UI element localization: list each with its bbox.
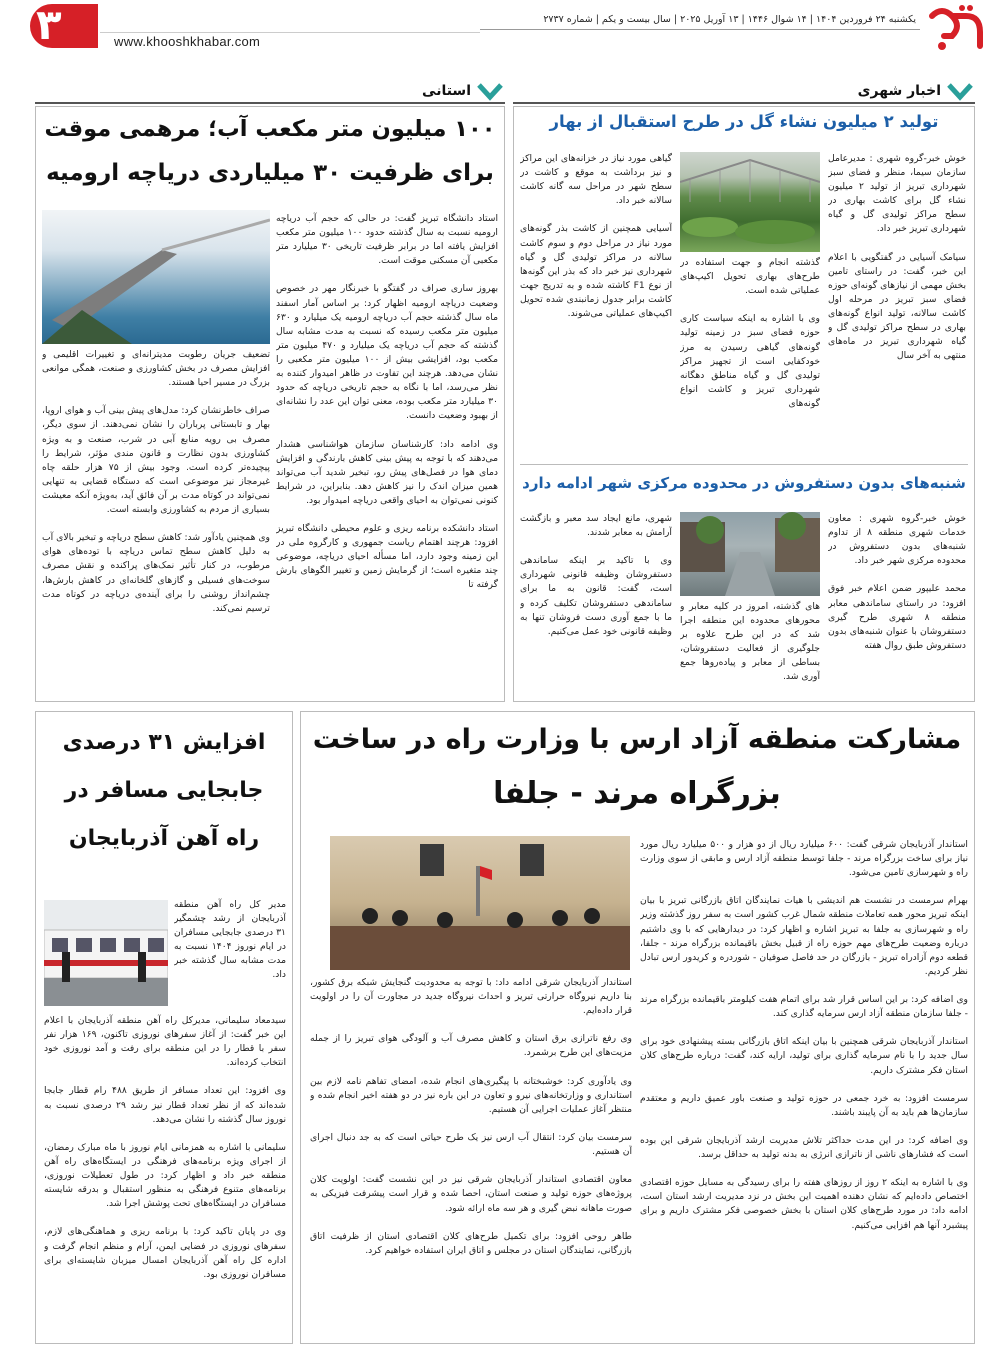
logo-mark — [922, 2, 994, 58]
divider — [520, 464, 968, 465]
meeting-photo — [330, 836, 630, 970]
article-body: خوش خبر-گروه شهری : معاون خدمات شهری منطقه ۸ از تداوم شنبه‌های بدون دستفروش در محدوده مرکزی شهر خبر داد. محمد علیپور ضمن اعلام خبر فوق افزود: در راستای ساماندهی معابر منطقه ۸ شهری طرح گیری دستفروشان با عنوان شنبه‌های بدون دستفروش طبق روال هفته — [828, 513, 966, 651]
article-intro: مدیر کل راه آهن منطقه آذربایجان از رشد چشمگیر ۳۱ درصدی جابجایی مسافران در ایام نوروز ۱۴۰۴ نسبت به مدت مشابه سال گذشته خبر داد. — [174, 899, 286, 981]
title-text: افزایش ۳۱ درصدی — [62, 730, 266, 755]
article-title — [40, 730, 288, 755]
article-body: استاندار آذربایجان شرقی ادامه داد: با توجه به محدودیت گنجایش شبکه برق کشور، بنا داریم نیروگاه حرارتی تبریز و احداث نیروگاه جدید در مجاورت آن را در اولویت قرار داده‌ایم. وی رفع ناترازی برق استان و کاهش مصرف آب و آلودگی هوای تبریز را از جمله مزیت‌های این طرح برشمرد. وی یادآوری کرد: خوشبختانه با پیگیری‌های انجام شده، امضای تفاهم نامه لازم بین استانداری و وزارتخانه‌های نیرو و تعاون در این باره نیز در دو هفته اخیر انجام شده و منتظر آغاز عملیات اجرایی آن هستیم. سرمست بیان کرد: انتقال آب ارس نیز یک طرح حیاتی است که به جد دنبال اجرای آن هستیم. معاون اقتصادی استاندار آذربایجان شرقی نیز در این نشست گفت: اولویت کلان پروژه‌های حوزه تولید و صنعت استان، احصا شده و قرار است پیشرفت فیزیکی به صورت ماهانه نبض گیری و هر سه ماه ارائه شود. طاهر روحی افزود: برای تکمیل طرح‌های کلان اقتصادی استان از ظرفیت اتاق بازرگانی، نمایندگان استان در مجلس و اتاق ایران استفاده خواهیم کرد. — [310, 977, 632, 1256]
chevron-down-icon — [477, 83, 503, 101]
title-text: مشارکت منطقه آزاد ارس با وزارت راه در ساخت — [312, 724, 962, 755]
article-body: گیاهی مورد نیاز در خزانه‌های این مراکز و نیز برداشت به موقع و کاشت در سطح شهر در مراحل سه گانه کاشت سالانه خبر داد. آسیایی همچنین از کاشت بذر گونه‌های مورد نیاز در مراحل دوم و سوم کاشت سالانه در مراکز تولیدی گل و گیاه شهرداری نیز خبر داد که بذر این گونه‌ها از نوع F1 کاشته شده و به تدریج جهت کاشت برابر جدول زمانبندی شده تحویل اکیپ‌های عملیاتی می‌شوند. — [520, 153, 672, 320]
greenhouse-photo — [680, 152, 820, 252]
title-text: تولید ۲ میلیون نشاء گل در طرح استقبال از بهار — [549, 112, 939, 131]
website-bar — [100, 32, 480, 52]
lake-aerial-photo — [42, 210, 270, 344]
article-body: تضعیف جریان رطوبت مدیترانه‌ای و تغییرات اقلیمی و افزایش مصرف در بخش کشاورزی و صنعت، همگی موانعی بزرگ در مسیر احیا هستند. صراف خاطرنشان کرد: مدل‌های پیش بینی آب و هوای اروپا، بهار و تابستانی پرباران را نشان نمی‌دهند. از سوی دیگر، مصرف بی رویه منابع آبی در شرب، صنعت و به ویژه کشاورزی بدون نظارت و قانون مندی مؤثر، شرایط را پیچیده‌تر کرده است. وجود بیش از ۷۵ هزار حلقه چاه غیرمجاز نیز موضوعی است که دستگاه قضایی به تنهایی نمی‌تواند در کوتاه مدت بر آن فائق آید، به‌ویژه آنکه معیشت بسیاری از مردم به کشاورزی وابسته است. وی همچنین یادآور شد: کاهش سطح دریاچه و تبخیر بالای آب به دلیل کاهش سطح تماس دریاچه با توده‌های هوای مرطوب، در کنار تأثیر نمک‌های پراکنده و نقش مصرف سوخت‌های فسیلی و گازهای گلخانه‌ای در کاهش بارش‌ها، چشم‌انداز روشنی را برای آینده‌ی دریاچه در کوتاه مدت ترسیم نمی‌کند. — [42, 349, 270, 614]
article-title — [306, 724, 968, 755]
dateline: یکشنبه ۲۴ فروردین ۱۴۰۴ | ۱۴ شوال ۱۴۴۶ | ۱۳ آوریل ۲۰۲۵ | سال بیست و یکم | شماره ۲۷۳۷ — [543, 14, 916, 25]
article-title — [40, 778, 288, 803]
title-text: بزرگراه مرند - جلفا — [493, 776, 781, 811]
website[interactable]: www.khooshkhabar.com — [114, 34, 261, 49]
title-text: راه آهن آذربایجان — [68, 826, 260, 851]
title-text: برای ظرفیت ۳۰ میلیاردی دریاچه ارومیه — [46, 160, 494, 186]
article-body: های گذشته، امروز در کلیه معابر و محورهای محدوده این منطقه اجرا شد که در این طرح علاوه بر جلوگیری از فعالیت دستفروشان، بساطی از معابر و پیاده‌روها جمع آوری شد. — [680, 601, 820, 683]
section-label: استانی — [422, 83, 471, 99]
article-body: سیدمعاد سلیمانی، مدیرکل راه آهن منطقه آذربایجان با اعلام این خبر گفت: از آغاز سفرهای نوروزی تاکنون، ۱۶۹ هزار نفر سفر با قطار را در این منطقه برای رفت و آمد نوروزی خود انتخاب کرده‌اند. وی افزود: این تعداد مسافر از طریق ۴۸۸ رام قطار جابجا شده‌اند که از نظر تعداد قطار نیز رشد ۲۹ درصدی نسبت به نوروز سال گذشته را نشان می‌دهد. سلیمانی با اشاره به همزمانی ایام نوروز با ماه مبارک رمضان، از اجرای ویژه برنامه‌های فرهنگی در ایستگاه‌های راه آهن منطقه خبر داد و اظهار کرد: در طول تعطیلات نوروزی، برنامه‌های متنوع فرهنگی به منظور استقبال و بدرقه شایسته مسافران در ایستگاه‌های تحت پوشش اجرا شد. وی در پایان تاکید کرد: با برنامه ریزی و هماهنگی‌های لازم، سفرهای نوروزی در فضایی ایمن، آرام و منظم انجام گرفت و اداره کل راه آهن آذربایجان امسال میزبان شایسته‌ای برای مسافران نوروزی بود. — [44, 1015, 286, 1280]
article-title — [40, 160, 500, 186]
chevron-down-icon — [947, 83, 973, 101]
article-title — [520, 474, 968, 492]
article-body: خوش خبر-گروه شهری : مدیرعامل سازمان سیما، منظر و فضای سبز شهرداری تبریز از تولید ۲ میلیون نشاء گل برای کاشت بهاری در سطح مراکز تولیدی گل و گیاه شهرداری تبریز خبر داد. سیامک آسیایی در گفتگویی با اعلام این خبر، گفت: در راستای تامین بخش مهمی از نیازهای گونه‌ای حوزه فضای سبز تبریز در مرحله اول کاشت سالانه، تولید انواع گونه‌های بهاری در سطح مراکز تولیدی گل و گیاه شهرداری تبریز در ماه‌های منتهی به آخر سال — [828, 153, 966, 362]
logo — [922, 2, 994, 58]
article-title — [40, 116, 500, 142]
title-text: شنبه‌های بدون دستفروش در محدوده مرکزی شهر ادامه دارد — [522, 474, 966, 492]
train-photo — [44, 900, 168, 1006]
page-number: ۳ — [36, 0, 62, 49]
article-body: استاد دانشگاه تبریز گفت: در حالی که حجم آب دریاچه ارومیه نسبت به سال گذشته حدود ۱۰۰ میلیون متر مکعب افزایش یافته اما در برابر ظرفیت تاریخی ۳۰ میلیارد متر مکعبی آن مسکنی موقت است. بهروز ساری صراف در گفتگو با خبرنگار مهر در خصوص وضعیت دریاچه ارومیه اظهار کرد: بر اساس آمار اسفند ماه سال گذشته حجم آب دریاچه ارومیه یک میلیارد و ۶۳۰ میلیون متر مکعب رسیده که نسبت به مدت مشابه سال گذشته که حجم آب دریاچه یک میلیارد و ۴۷۰ میلیون متر مکعب بود، افزایشی بیش از ۱۰۰ میلیون متر مکعبی را نشان می‌دهد. هرچند این تفاوت در ظاهر امیدوار کننده به نظر می‌رسد، اما با نگاه به حجم تاریخی دریاچه که حدود ۳۰ میلیارد متر مکعب بوده، معنی توان این عدد را نشانه‌ای از بهبود وضعیت دانست. وی ادامه داد: کارشناسان سازمان هواشناسی هشدار می‌دهند که با توجه به پیش بینی کاهش بارندگی و افزایش دمای هوا در فصل‌های پیش رو، تبخیر شدید آب می‌تواند همین میزان اندک را نیز کاهش دهد. بنابراین، در شرایط کنونی نمی‌توان به احیای واقعی دریاچه امیدوار بود. استاد دانشکده برنامه ریزی و علوم محیطی دانشگاه تبریز افزود: هرچند اهتمام ریاست جمهوری و کارگروه ملی در این زمینه وجود دارد، اما مسأله احیای دریاچه، موضوعی چند متغیره است؛ از گرمایش زمین و تغییر الگوهای بارش گرفته تا — [276, 213, 498, 591]
page-number-badge — [30, 0, 98, 49]
article-body: استاندار آذربایجان شرقی گفت: ۶۰۰ میلیارد ریال از دو هزار و ۵۰۰ میلیارد ریال مورد نیاز برای ساخت بزرگراه مرند - جلفا توسط منطقه آزاد ارس و مابقی از سوی وزارت راه و شهرسازی تامین می‌شود. بهرام سرمست در نشست هم اندیشی با هیات نمایندگان اتاق بازرگانی تبریز با بیان اینکه تبریز محور همه تعاملات منطقه شمال غرب کشور است به سفر روز گذشته وزیر راه و شهرسازی به جلفا به تبریز اشاره و اظهار کرد: در دیدارهایی که با وی داشتیم درباره وضعیت طرح‌های مهم حوزه راه از قبیل بخش باقیمانده بزرگراه مرند - جلفا، قطعه دوم آزادراه تبریز - بازرگان در حد فاصل صوفیان - شوردره و کریدور ارس تبادل نظر کردیم. وی اضافه کرد: بر این اساس قرار شد برای اتمام هفت کیلومتر باقیمانده بزرگراه مرند - جلفا سازمان منطقه آزاد ارس سرمایه گذاری کند. استاندار آذربایجان شرقی همچنین با بیان اینکه اتاق بازرگانی بسته پیشنهادی خود برای سال جدید را با نام سرمایه گذاری برای تولید، ارایه کند، گفت: درباره طرح‌های کلان استان فکر مشترک داریم. سرمست افزود: به خرد جمعی در حوزه تولید و صنعت باور عمیق داریم و معتقدم سازمان‌ها هم باید به آن پایبند باشند. وی اضافه کرد: در این مدت حداکثر تلاش مدیریت ارشد آذربایجان شرقی این بوده است که فشارهای ناشی از ناترازی انرژی به بدنه تولید به حداقل برسد. وی با اشاره به اینکه ۲ روز از روزهای هفته را برای رسیدگی به مسایل حوزه اقتصادی اختصاص داده‌ایم که نشان دهنده اهمیت این بخش در نزد مدیریت ارشد استان است، ادامه داد: در مورد طرح‌های کلان استان با بخش خصوصی فکر مشترک داریم و برای پیشبرد آنها هم افزایی می‌کنیم. — [640, 839, 968, 1231]
article-body: گذشته انجام و جهت استفاده در طرح‌های بهاری تحویل اکیپ‌های عملیاتی شده است. وی با اشاره به اینکه سیاست کاری حوزه فضای سبز در زمینه تولید گونه‌های گیاهی رسیدن به مرز خودکفایی است از تجهیز مراکز تولیدی گل و گیاه مناطق دهگانه شهرداری تبریز و کاشت انواع گونه‌های — [680, 257, 820, 409]
dateline-bar — [480, 12, 920, 30]
section-label: اخبار شهری — [857, 83, 941, 99]
title-text: جابجایی مسافر در — [64, 778, 264, 803]
masthead — [0, 0, 1000, 58]
article-title — [306, 776, 968, 811]
article-title — [40, 826, 288, 851]
section-header-provincial — [35, 82, 505, 104]
article-body: شهری، مانع ایجاد سد معبر و بازگشت آرامش به معابر شدند. وی با تاکید بر اینکه ساماندهی دستفروشان وظیفه قانونی شهرداری است، گفت: قانون به ما برای ساماندهی دستفروشان تکلیف کرده و ما با جمع آوری دست فروشان تنها به وظیفه قانونی خود عمل می‌کنیم. — [520, 513, 672, 637]
street-photo — [680, 512, 820, 596]
title-text: ۱۰۰ میلیون متر مکعب آب؛ مرهمی موقت — [44, 116, 496, 142]
section-header-city — [513, 82, 975, 104]
article-title — [520, 112, 968, 131]
